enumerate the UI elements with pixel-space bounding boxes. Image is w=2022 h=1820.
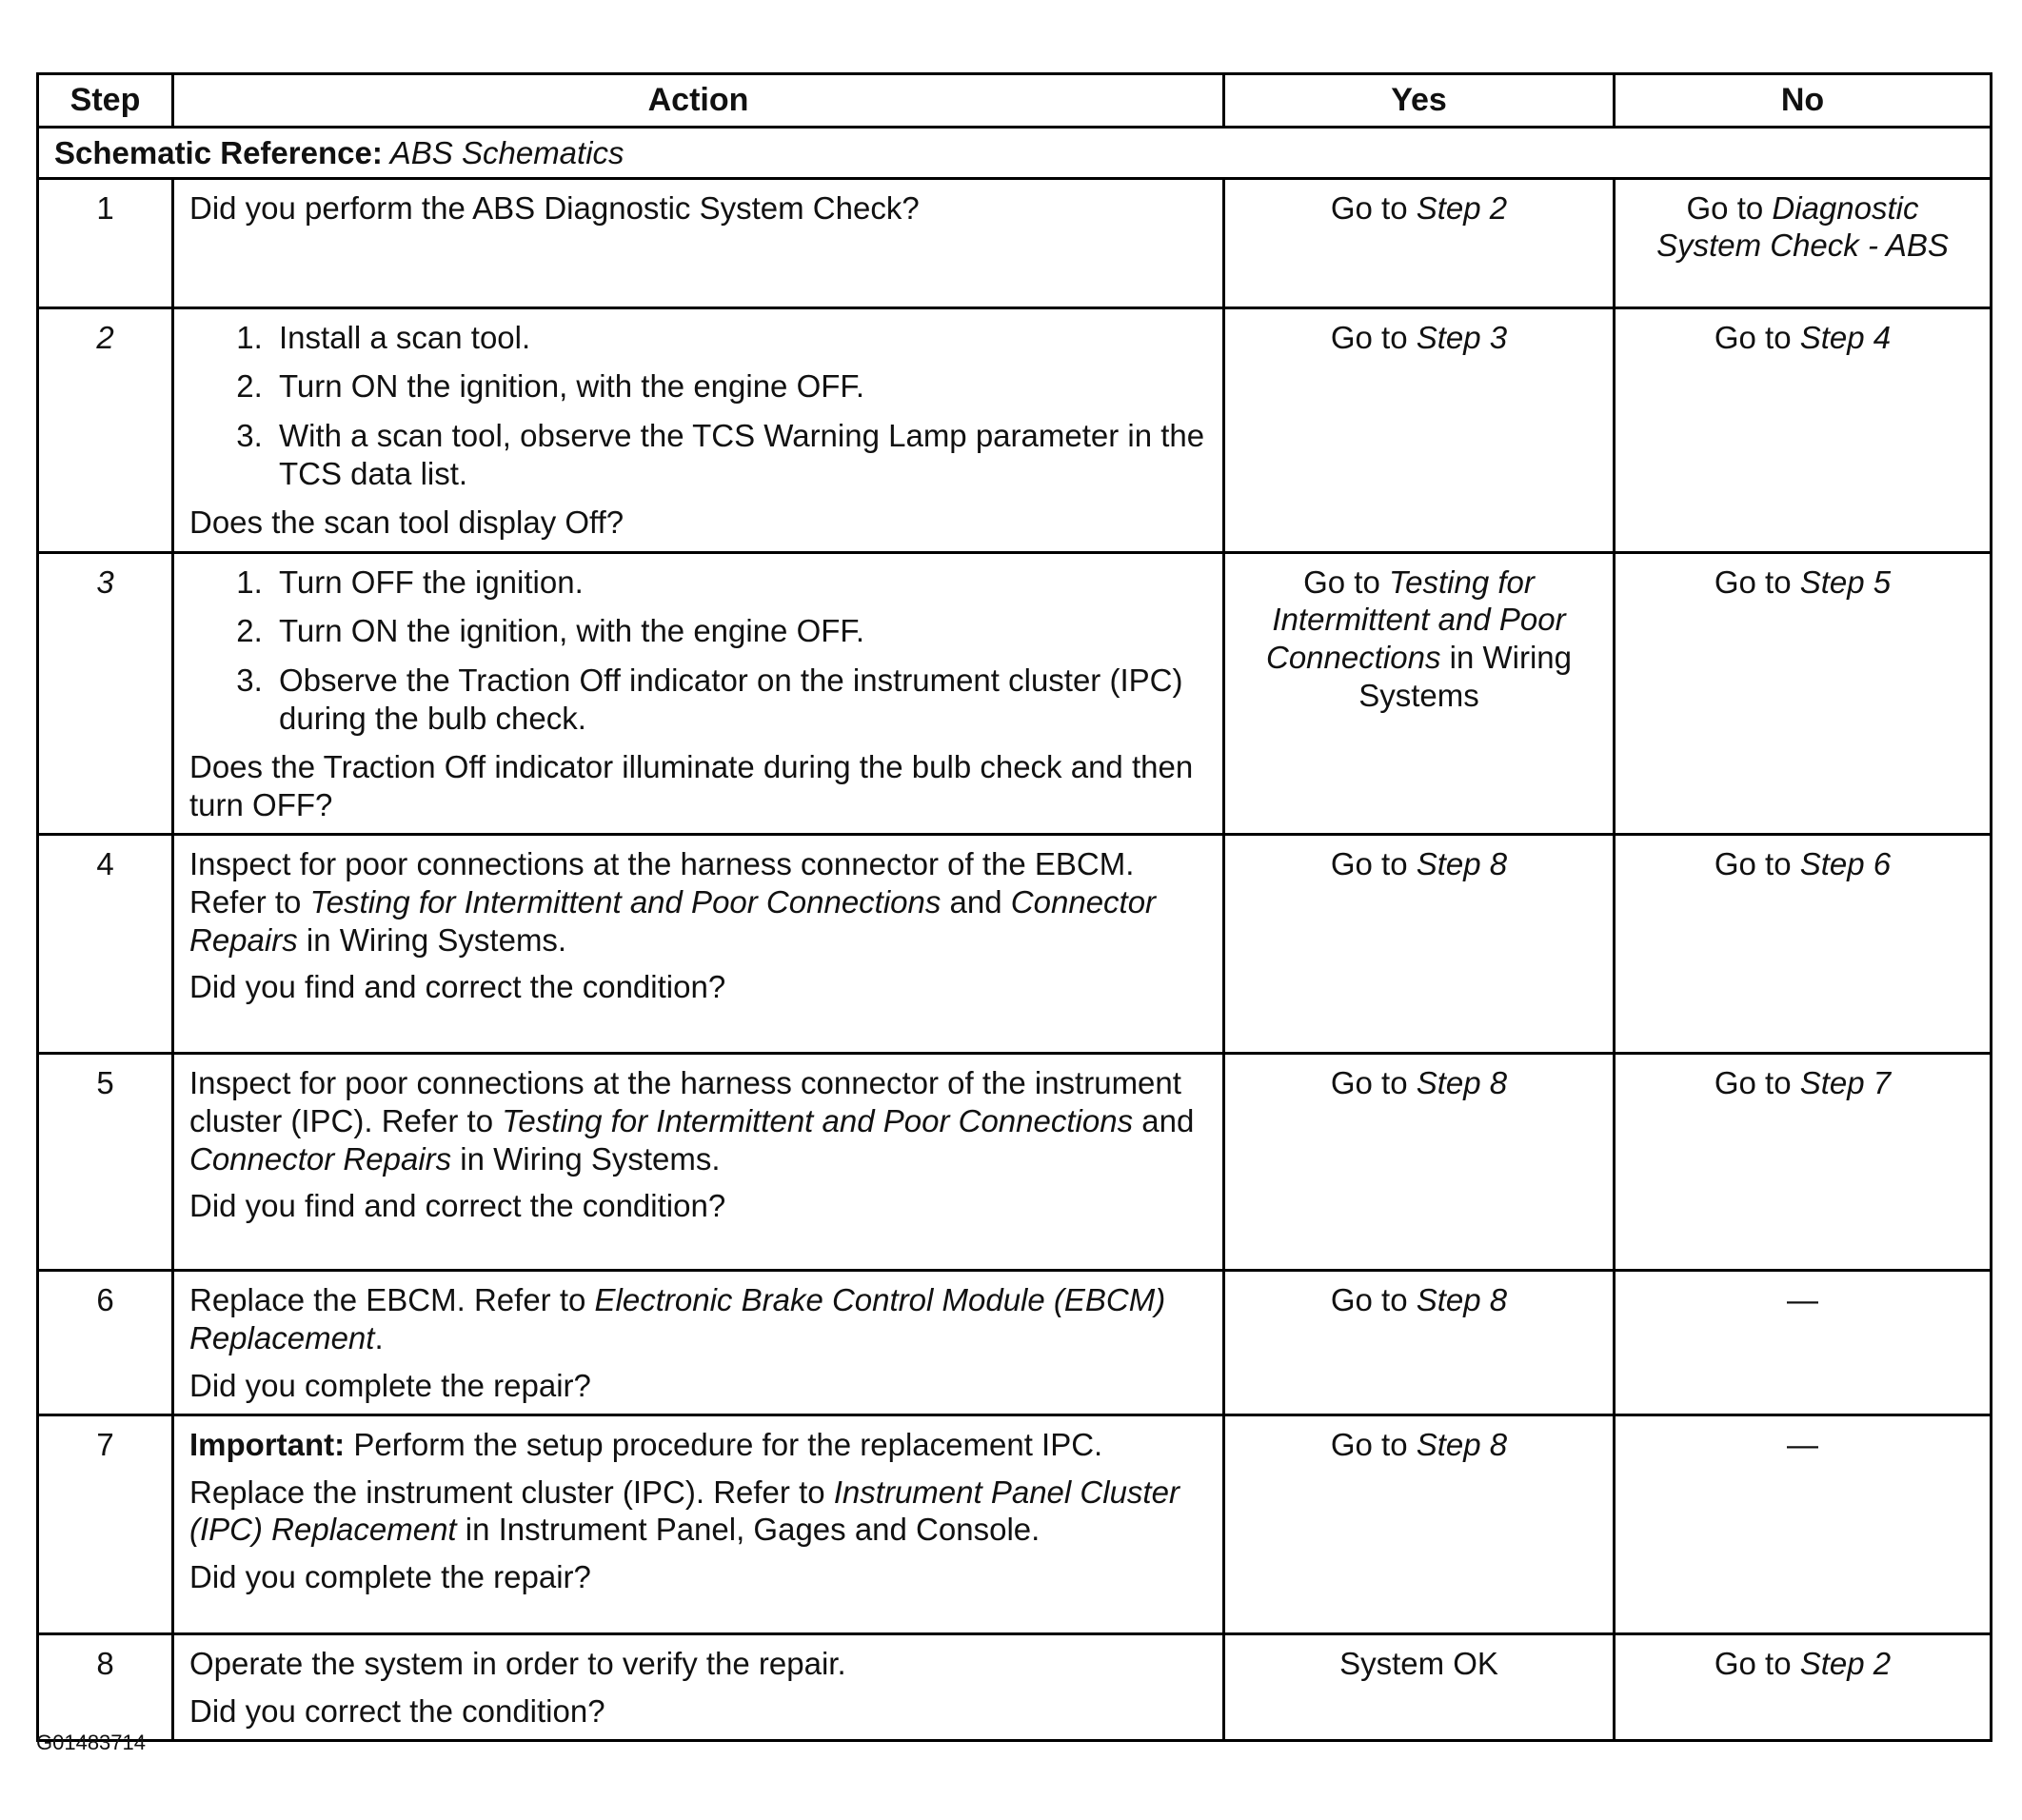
- step-number: 7: [38, 1415, 173, 1634]
- yes-link[interactable]: Step 8: [1416, 1282, 1508, 1318]
- yes-cell: [1224, 835, 1615, 1054]
- table-row: [38, 1271, 1992, 1415]
- yes-prefix: Go to: [1330, 189, 1417, 226]
- step-action: Operate the system in order to verify the repair.: [189, 1646, 846, 1682]
- step-number: 1: [38, 178, 173, 307]
- step-action: Inspect for poor connections at the harness connector of the EBCM. Refer to Testing for Intermittent and Poor Connections and Connector Repairs in Wiring Systems.: [189, 846, 1157, 958]
- reference-link[interactable]: Connector Repairs: [189, 883, 1157, 958]
- important-label: Important:: [189, 1427, 346, 1463]
- step-number: 3: [38, 552, 173, 835]
- action-cell: [173, 552, 1224, 835]
- yes-prefix: Go to: [1330, 1282, 1417, 1318]
- table-row: [38, 178, 1992, 307]
- no-link[interactable]: Step 4: [1799, 319, 1892, 355]
- step-question: Does the scan tool display Off?: [189, 504, 624, 541]
- yes-cell: [1224, 1634, 1615, 1741]
- step-question: Did you complete the repair?: [189, 1558, 591, 1594]
- no-prefix: Go to: [1714, 1065, 1800, 1101]
- no-link[interactable]: Diagnostic System Check - ABS: [1656, 189, 1949, 264]
- no-cell: [1615, 307, 1992, 552]
- step-action: Replace the instrument cluster (IPC). Refer to Instrument Panel Cluster (IPC) Replacement in Instrument Panel, Gages and Console.: [189, 1474, 1180, 1548]
- step-question: Did you perform the ABS Diagnostic System Check?: [189, 189, 920, 226]
- yes-link[interactable]: Step 2: [1416, 189, 1508, 226]
- action-cell: [173, 1054, 1224, 1271]
- header-action: Action: [173, 74, 1224, 128]
- no-cell: [1615, 1271, 1992, 1415]
- yes-link[interactable]: Step 8: [1416, 846, 1508, 882]
- no-link[interactable]: Step 2: [1799, 1646, 1892, 1682]
- header-yes: Yes: [1224, 74, 1615, 128]
- step-number: 4: [38, 835, 173, 1054]
- no-link[interactable]: Step 5: [1799, 564, 1892, 600]
- step-question: Did you complete the repair?: [189, 1367, 591, 1403]
- header-step: Step: [38, 74, 173, 128]
- reference-link[interactable]: Electronic Brake Control Module (EBCM) Replacement: [189, 1282, 1166, 1355]
- action-cell: [173, 1634, 1224, 1741]
- no-dash: —: [1787, 1282, 1818, 1318]
- substep: 2. Turn ON the ignition, with the engine OFF.: [271, 612, 1207, 650]
- substep: 3. Observe the Traction Off indicator on the instrument cluster (IPC) during the bulb check.: [271, 662, 1207, 737]
- step-action: Inspect for poor connections at the harness connector of the instrument cluster (IPC). Refer to Testing for Intermittent and Poor Connections and Connector Repairs in Wiring Systems.: [189, 1065, 1195, 1177]
- yes-suffix: in Wiring Systems: [1358, 639, 1572, 713]
- substep: 1. Install a scan tool.: [271, 319, 1207, 357]
- yes-cell: [1224, 552, 1615, 835]
- header-no: No: [1615, 74, 1992, 128]
- step-question: Did you correct the condition?: [189, 1692, 605, 1729]
- reference-link[interactable]: Testing for Intermittent and Poor Connections: [309, 883, 942, 920]
- schematic-reference: [38, 127, 1992, 178]
- reference-link[interactable]: Instrument Panel Cluster (IPC) Replacement: [189, 1474, 1180, 1548]
- step-question: Did you find and correct the condition?: [189, 969, 726, 1005]
- action-cell: [173, 1415, 1224, 1634]
- no-link[interactable]: Step 6: [1799, 846, 1892, 882]
- diagnostic-table: [36, 72, 1992, 1742]
- yes-prefix: Go to: [1303, 564, 1389, 600]
- substep: 1. Turn OFF the ignition.: [271, 564, 1207, 602]
- step-number: 6: [38, 1271, 173, 1415]
- no-dash: —: [1787, 1427, 1818, 1463]
- yes-cell: [1224, 1415, 1615, 1634]
- no-cell: [1615, 1634, 1992, 1741]
- yes-link[interactable]: Step 3: [1416, 319, 1508, 355]
- yes-link[interactable]: Testing for Intermittent and Poor Connections: [1266, 564, 1566, 675]
- no-cell: [1615, 178, 1992, 307]
- table-row: [38, 552, 1992, 835]
- no-link[interactable]: Step 7: [1799, 1065, 1892, 1101]
- reference-link[interactable]: Testing for Intermittent and Poor Connections: [502, 1102, 1134, 1138]
- step-question: Does the Traction Off indicator illuminate during the bulb check and then turn OFF?: [189, 749, 1194, 822]
- table-row: [38, 1415, 1992, 1634]
- substep: 3. With a scan tool, observe the TCS Warning Lamp parameter in the TCS data list.: [271, 417, 1207, 492]
- no-cell: [1615, 552, 1992, 835]
- yes-cell: [1224, 1271, 1615, 1415]
- yes-prefix: Go to: [1330, 319, 1417, 355]
- substep: 2. Turn ON the ignition, with the engine OFF.: [271, 367, 1207, 406]
- no-prefix: Go to: [1714, 319, 1800, 355]
- no-prefix: Go to: [1714, 564, 1800, 600]
- step-number: 8: [38, 1634, 173, 1741]
- step-action: Replace the EBCM. Refer to Electronic Brake Control Module (EBCM) Replacement.: [189, 1282, 1166, 1355]
- yes-cell: [1224, 178, 1615, 307]
- table-row: [38, 1634, 1992, 1741]
- table-row: [38, 835, 1992, 1054]
- action-cell: [173, 835, 1224, 1054]
- reference-row: [38, 127, 1992, 178]
- no-prefix: Go to: [1714, 1646, 1800, 1682]
- no-prefix: Go to: [1714, 846, 1800, 882]
- yes-prefix: Go to: [1330, 1065, 1417, 1101]
- substep-list: [189, 564, 1207, 737]
- step-number: 2: [38, 307, 173, 552]
- reference-label: Schematic Reference:: [54, 134, 383, 170]
- step-number: 5: [38, 1054, 173, 1271]
- yes-link[interactable]: Step 8: [1416, 1427, 1508, 1463]
- yes-cell: [1224, 1054, 1615, 1271]
- yes-result: System OK: [1339, 1646, 1498, 1682]
- yes-prefix: Go to: [1330, 1427, 1417, 1463]
- no-cell: [1615, 835, 1992, 1054]
- yes-prefix: Go to: [1330, 846, 1417, 882]
- step-question: Did you find and correct the condition?: [189, 1188, 726, 1224]
- yes-link[interactable]: Step 8: [1416, 1065, 1508, 1101]
- header-row: [38, 74, 1992, 128]
- reference-link[interactable]: Connector Repairs: [189, 1140, 452, 1177]
- action-cell: [173, 178, 1224, 307]
- no-cell: [1615, 1415, 1992, 1634]
- reference-link[interactable]: ABS Schematics: [382, 134, 624, 170]
- substep-list: [189, 319, 1207, 492]
- figure-id: G01483714: [36, 1731, 146, 1754]
- important-note: Important: Perform the setup procedure for the replacement IPC.: [189, 1427, 1103, 1463]
- table-row: [38, 307, 1992, 552]
- yes-cell: [1224, 307, 1615, 552]
- action-cell: [173, 307, 1224, 552]
- no-cell: [1615, 1054, 1992, 1271]
- no-prefix: Go to: [1686, 189, 1773, 226]
- action-cell: [173, 1271, 1224, 1415]
- table-row: [38, 1054, 1992, 1271]
